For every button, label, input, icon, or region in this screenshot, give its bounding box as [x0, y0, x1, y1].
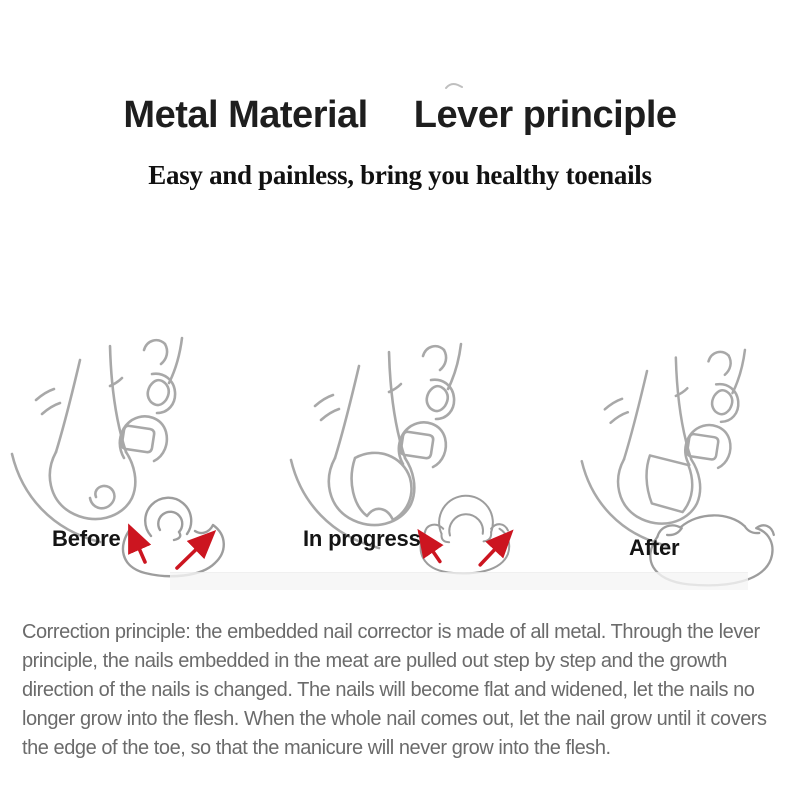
ghost-band-artifact	[170, 572, 748, 590]
page-subtitle: Easy and painless, bring you healthy toenails	[148, 160, 652, 190]
foot-illustration-in-progress	[267, 330, 533, 592]
stages-row	[0, 330, 800, 592]
smudge-artifact	[444, 80, 466, 92]
foot-illustration-before	[0, 330, 266, 592]
stage-label-before: Before	[52, 526, 121, 551]
stage-panel-in-progress	[267, 330, 533, 592]
cross-section-before-icon	[123, 498, 224, 576]
lever-arrow-left-icon	[131, 530, 145, 562]
page-title	[0, 94, 800, 137]
stage-label-in-progress: In progress	[303, 526, 421, 551]
stage-panel-after	[534, 330, 800, 592]
stage-label-after: After	[629, 535, 680, 560]
title-left: Metal Material	[123, 94, 368, 136]
lever-arrow-right-icon	[177, 535, 211, 568]
correction-principle-text: Correction principle: the embedded nail corrector is made of all metal. Through the lever principle, the nails embedded in the meat are pulled out step by step and the growth direction of the nails is changed. The nails will become flat and widened, let the nails no longer grow into the flesh. When the whole nail comes out, let the nail grow until it covers the edge of the toe, so that the manicure will never grow into the flesh.	[22, 621, 767, 759]
title-right: Lever principle	[413, 94, 677, 136]
healthy-nail-icon	[647, 455, 693, 512]
cross-section-in-progress-icon	[421, 496, 510, 574]
lever-arrow-left-icon	[421, 535, 439, 562]
stage-panel-before	[0, 330, 266, 592]
ingrown-nail-curl-icon	[90, 486, 114, 508]
